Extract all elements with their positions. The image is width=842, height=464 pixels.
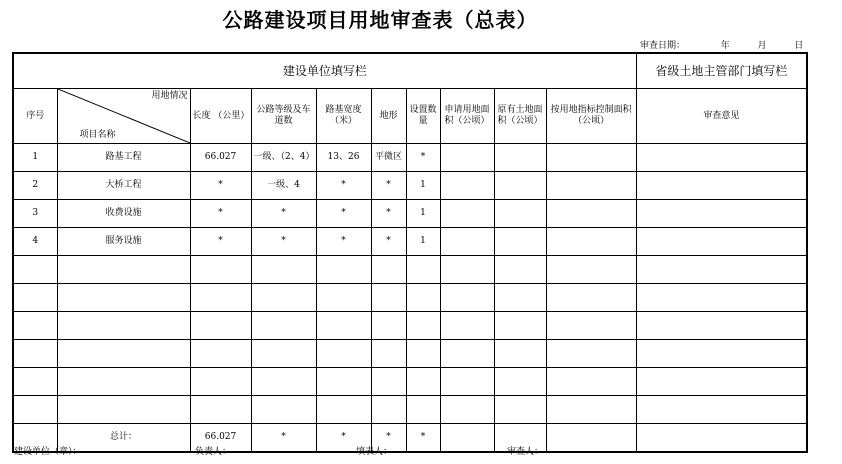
table-cell[interactable] (406, 340, 440, 368)
header-seq: 序号 (13, 89, 57, 144)
row-project-name[interactable]: 收费设施 (57, 200, 190, 228)
row-grade[interactable]: * (251, 228, 316, 256)
table-cell[interactable] (440, 312, 494, 340)
table-cell[interactable] (316, 256, 371, 284)
table-cell[interactable] (406, 312, 440, 340)
header-apply-area: 申请用地面积（公顷） (440, 89, 494, 144)
row-seq[interactable]: 2 (13, 172, 57, 200)
table-cell[interactable] (636, 200, 807, 228)
table-cell[interactable] (13, 312, 57, 340)
header-indicator-area: 按用地指标控制面积（公顷） (546, 89, 636, 144)
table-cell[interactable] (494, 368, 546, 396)
row-terrain[interactable]: * (371, 172, 406, 200)
row-length[interactable]: * (190, 200, 251, 228)
row-count[interactable]: 1 (406, 172, 440, 200)
table-cell[interactable] (546, 172, 636, 200)
table-cell[interactable] (57, 396, 190, 424)
row-length[interactable]: 66.027 (190, 144, 251, 172)
table-cell[interactable] (13, 284, 57, 312)
land-review-table (12, 52, 808, 453)
table-cell[interactable] (440, 172, 494, 200)
table-row (13, 228, 807, 256)
table-cell[interactable] (440, 340, 494, 368)
row-count[interactable]: * (406, 144, 440, 172)
row-count[interactable]: 1 (406, 200, 440, 228)
table-cell[interactable] (251, 340, 316, 368)
table-cell[interactable] (251, 256, 316, 284)
table-cell[interactable] (494, 144, 546, 172)
header-existing-area: 原有土地面积（公顷） (494, 89, 546, 144)
row-project-name[interactable]: 大桥工程 (57, 172, 190, 200)
table-cell[interactable] (371, 256, 406, 284)
table-row (13, 144, 807, 172)
table-cell[interactable] (371, 396, 406, 424)
total-width[interactable]: * (316, 424, 371, 453)
table-cell[interactable] (57, 256, 190, 284)
footer-filler: 填表人： (356, 447, 393, 457)
row-seq[interactable]: 3 (13, 200, 57, 228)
table-cell[interactable] (494, 396, 546, 424)
row-terrain[interactable]: * (371, 200, 406, 228)
table-cell[interactable] (406, 284, 440, 312)
table-cell[interactable] (316, 312, 371, 340)
row-terrain[interactable]: * (371, 228, 406, 256)
table-cell[interactable] (636, 228, 807, 256)
table-cell[interactable] (494, 340, 546, 368)
table-body (13, 144, 807, 424)
table-cell[interactable] (190, 284, 251, 312)
table-cell[interactable] (440, 284, 494, 312)
table-cell[interactable] (440, 228, 494, 256)
row-terrain[interactable]: 平微区 (371, 144, 406, 172)
table-cell[interactable] (57, 368, 190, 396)
table-cell[interactable] (371, 368, 406, 396)
row-width[interactable]: * (316, 200, 371, 228)
table-cell[interactable] (406, 256, 440, 284)
total-label: 总计： (57, 424, 190, 453)
table-cell[interactable] (13, 256, 57, 284)
table-cell[interactable] (636, 368, 807, 396)
row-project-name[interactable]: 路基工程 (57, 144, 190, 172)
table-cell[interactable] (440, 368, 494, 396)
table-cell[interactable] (316, 368, 371, 396)
table-cell[interactable] (57, 312, 190, 340)
row-grade[interactable]: 一级、4 (251, 172, 316, 200)
review-date-year: 年 (720, 41, 730, 51)
table-cell[interactable] (190, 340, 251, 368)
table-cell[interactable] (406, 368, 440, 396)
row-width[interactable]: 13、26 (316, 144, 371, 172)
table-cell[interactable] (190, 368, 251, 396)
table-cell[interactable] (251, 312, 316, 340)
table-cell[interactable] (190, 396, 251, 424)
total-length[interactable]: 66.027 (190, 424, 251, 453)
table-cell[interactable] (57, 284, 190, 312)
table-cell[interactable] (371, 312, 406, 340)
table-cell[interactable] (440, 424, 494, 453)
table-row (13, 396, 807, 424)
table-cell[interactable] (636, 284, 807, 312)
row-seq[interactable]: 4 (13, 228, 57, 256)
header-count: 设置数量 (406, 89, 440, 144)
header-length: 长度 （公里） (190, 89, 251, 144)
header-diagonal-cell (57, 89, 190, 144)
review-date-month: 月 (757, 41, 767, 51)
header-terrain: 地形 (371, 89, 406, 144)
footer-reviewer: 审查人： (507, 447, 544, 457)
header-width: 路基宽度（米） (316, 89, 371, 144)
table-cell[interactable] (316, 284, 371, 312)
total-row (13, 424, 807, 453)
table-cell[interactable] (546, 340, 636, 368)
table-cell[interactable] (440, 396, 494, 424)
table-cell[interactable] (316, 396, 371, 424)
table-cell[interactable] (636, 424, 807, 453)
table-cell[interactable] (546, 144, 636, 172)
table-cell[interactable] (636, 340, 807, 368)
table-cell[interactable] (546, 256, 636, 284)
table-cell[interactable] (494, 200, 546, 228)
table-cell[interactable] (546, 424, 636, 453)
row-width[interactable]: * (316, 172, 371, 200)
table-cell[interactable] (190, 312, 251, 340)
row-project-name[interactable]: 服务设施 (57, 228, 190, 256)
row-grade[interactable]: * (251, 200, 316, 228)
table-cell[interactable] (546, 200, 636, 228)
total-grade[interactable]: * (251, 424, 316, 453)
table-cell[interactable] (13, 340, 57, 368)
province-section-header: 省级土地主管部门填写栏 (636, 53, 807, 89)
table-cell[interactable] (494, 256, 546, 284)
table-cell[interactable] (636, 172, 807, 200)
table-cell[interactable] (13, 368, 57, 396)
header-opinion: 审查意见 (636, 89, 807, 144)
table-cell[interactable] (546, 396, 636, 424)
header-grade: 公路等级及车道数 (251, 89, 316, 144)
table-cell[interactable] (13, 396, 57, 424)
review-date (640, 38, 803, 51)
header-project-name: 项目名称 (79, 130, 116, 140)
table-cell[interactable] (440, 200, 494, 228)
row-length[interactable]: * (190, 172, 251, 200)
review-date-label: 审查日期： (640, 41, 686, 51)
table-cell[interactable] (546, 312, 636, 340)
row-seq[interactable]: 1 (13, 144, 57, 172)
page-title: 公路建设项目用地审查表（总表） (222, 8, 538, 32)
table-cell[interactable] (57, 340, 190, 368)
row-width[interactable]: * (316, 228, 371, 256)
table-cell[interactable] (406, 396, 440, 424)
table-cell[interactable] (371, 340, 406, 368)
table-cell[interactable] (636, 256, 807, 284)
header-land-situation: 用地情况 (151, 91, 188, 101)
table-row (13, 340, 807, 368)
table-cell[interactable] (636, 396, 807, 424)
table-cell[interactable] (316, 340, 371, 368)
table-cell[interactable] (440, 256, 494, 284)
table-row (13, 256, 807, 284)
table-row (13, 368, 807, 396)
table-cell[interactable] (251, 368, 316, 396)
table-cell[interactable] (494, 228, 546, 256)
table-cell[interactable] (636, 312, 807, 340)
table-row (13, 284, 807, 312)
table-cell[interactable] (546, 284, 636, 312)
table-cell[interactable] (440, 144, 494, 172)
row-grade[interactable]: 一级、（2、4） (251, 144, 316, 172)
row-count[interactable]: 1 (406, 228, 440, 256)
builder-section-header: 建设单位填写栏 (13, 53, 636, 89)
total-terrain[interactable]: * (371, 424, 406, 453)
row-length[interactable]: * (190, 228, 251, 256)
table-cell[interactable] (494, 284, 546, 312)
table-cell[interactable] (494, 312, 546, 340)
table-cell[interactable] (190, 256, 251, 284)
table-cell[interactable] (251, 284, 316, 312)
footer-unit: 建设单位（章）： (14, 447, 82, 457)
table-row (13, 200, 807, 228)
table-cell[interactable] (371, 284, 406, 312)
total-count[interactable]: * (406, 424, 440, 453)
table-row (13, 312, 807, 340)
table-cell[interactable] (251, 396, 316, 424)
table-cell[interactable] (546, 228, 636, 256)
table-row (13, 172, 807, 200)
review-date-day: 日 (794, 41, 804, 51)
table-cell[interactable] (494, 172, 546, 200)
footer-responsible: 负责人： (195, 447, 232, 457)
table-cell[interactable] (546, 368, 636, 396)
table-cell[interactable] (636, 144, 807, 172)
